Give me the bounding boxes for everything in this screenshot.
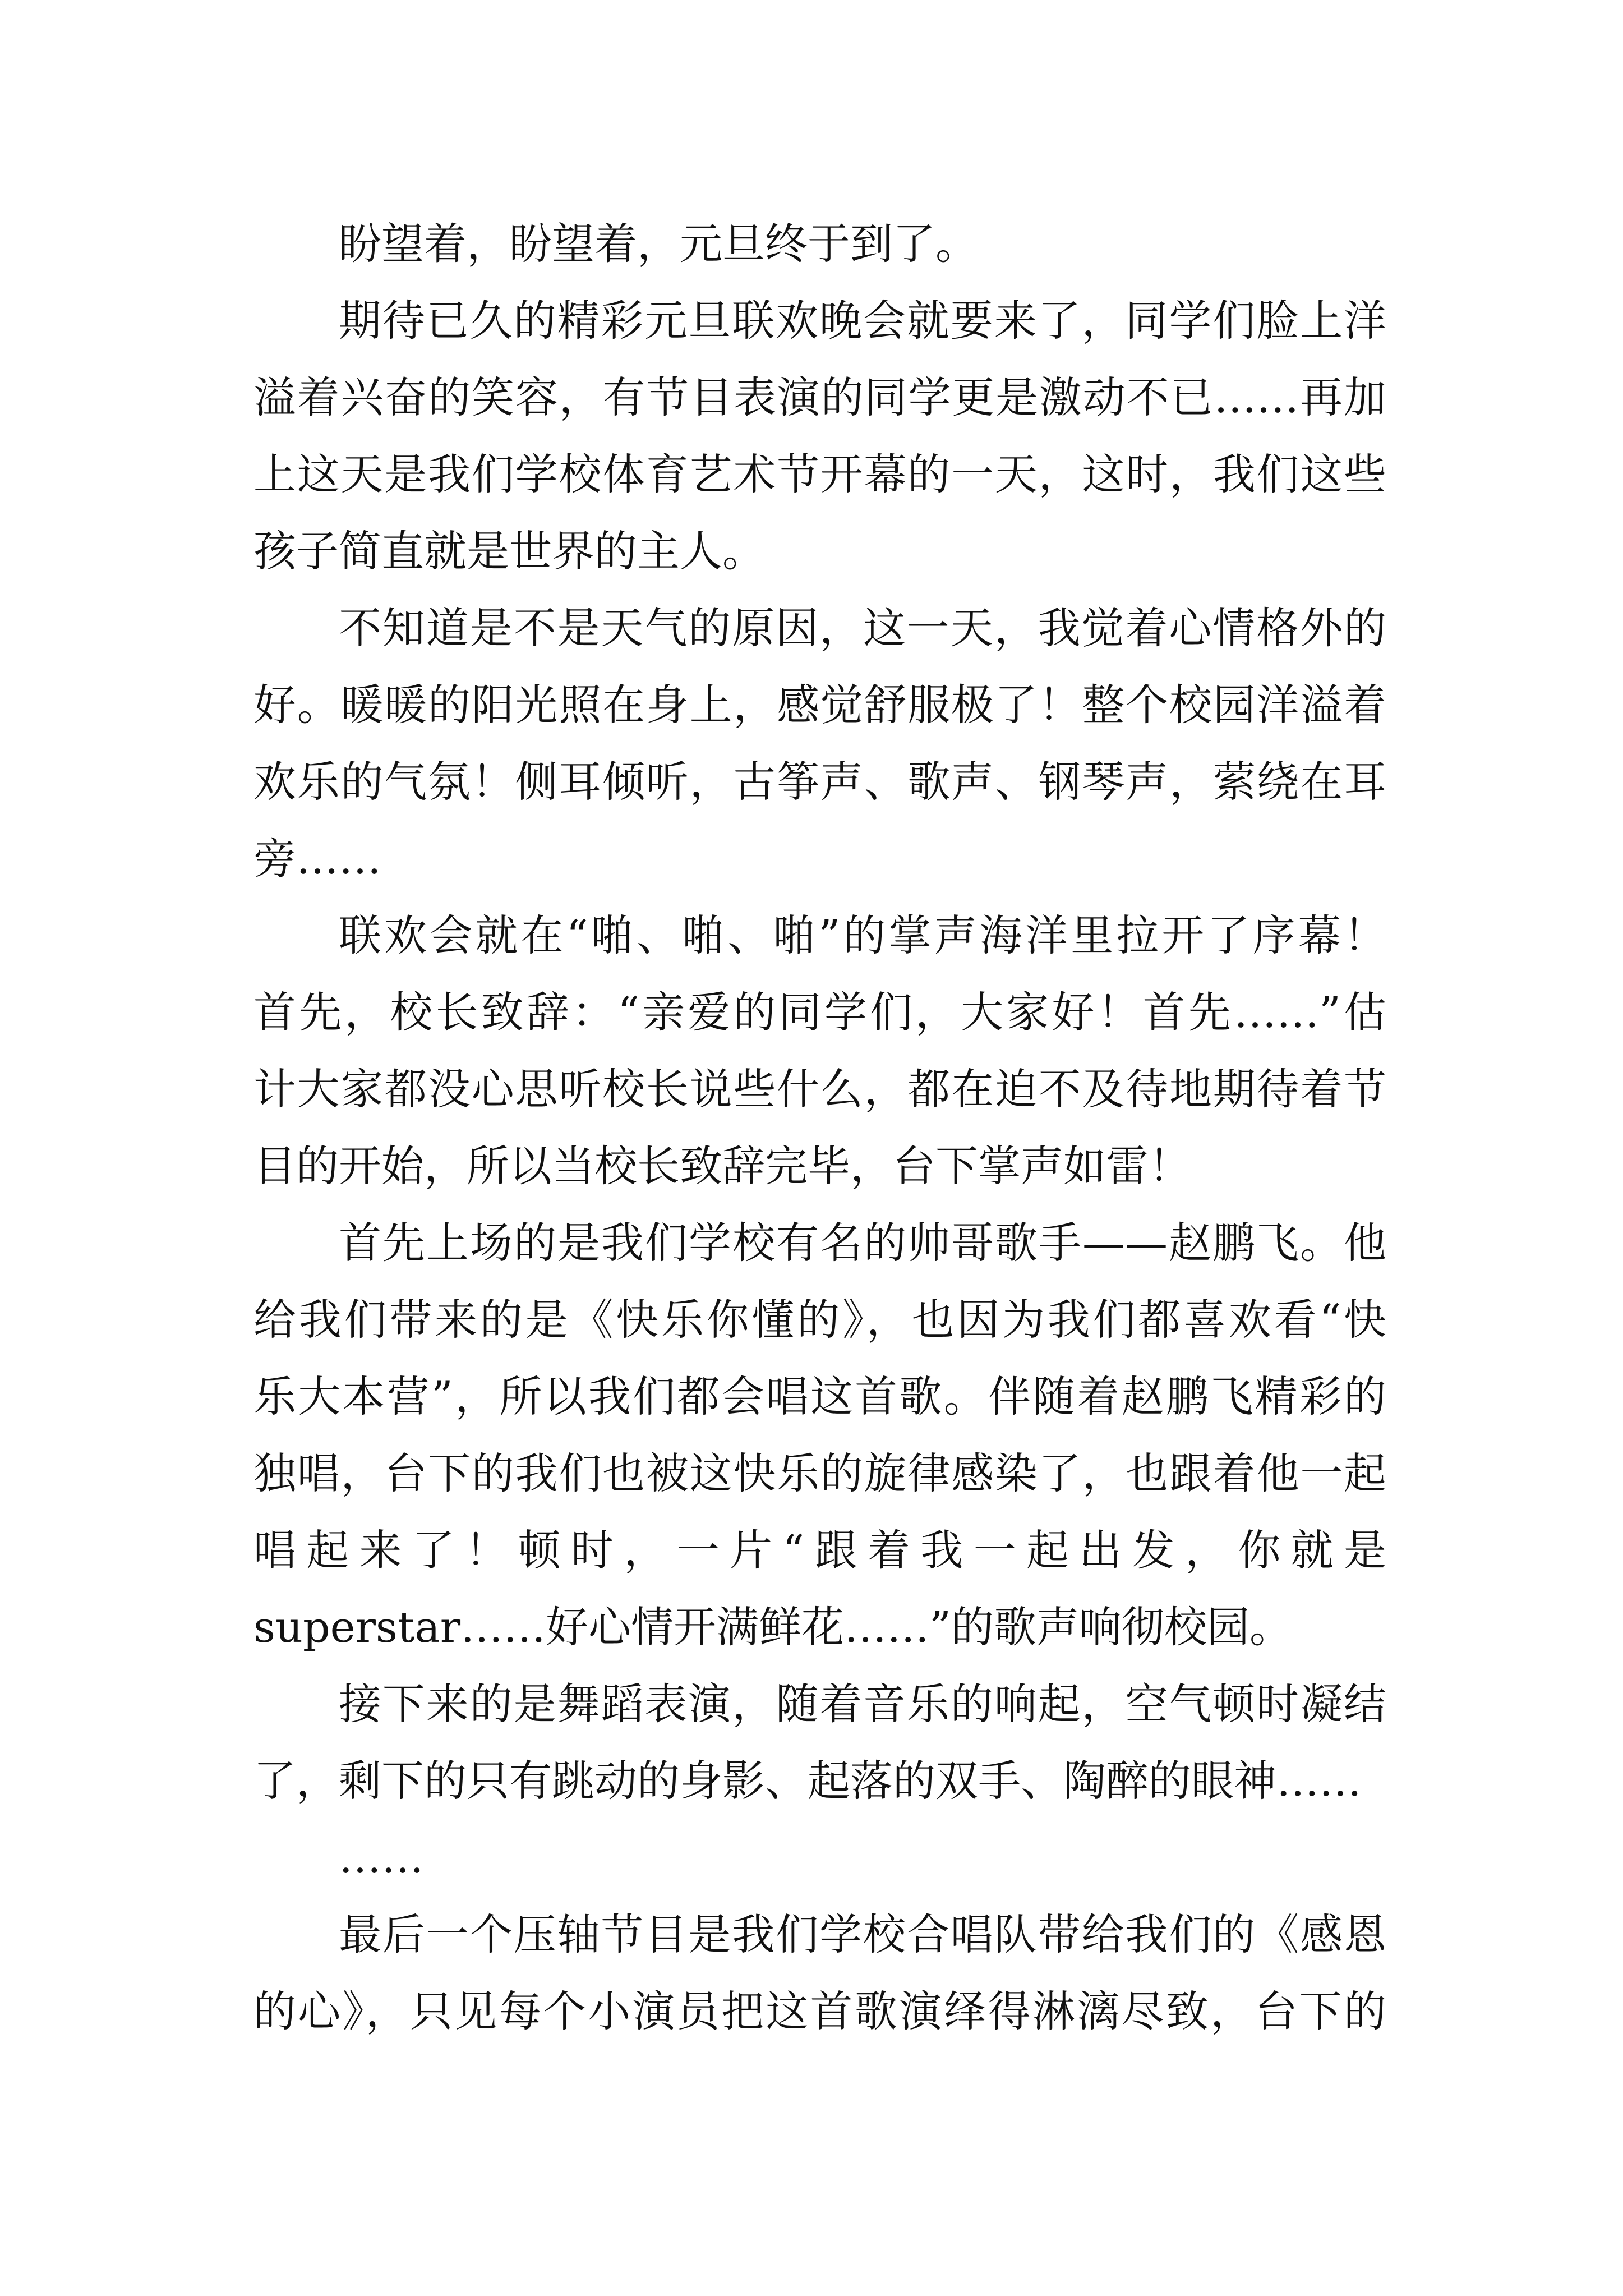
- text-line: 计大家都没心思听校长说些什么，都在迫不及待地期待着节: [253, 1064, 1386, 1114]
- text-line: 旁……: [253, 834, 381, 884]
- paragraph: [253, 1204, 1386, 1665]
- text-line: 孩子简直就是世界的主人。: [253, 526, 765, 576]
- text-line: ……: [339, 1833, 424, 1883]
- text-line: 上这天是我们学校体育艺术节开幕的一天，这时，我们这些: [253, 449, 1386, 499]
- text-line: 最后一个压轴节目是我们学校合唱队带给我们的《感恩: [339, 1910, 1386, 1959]
- paragraph: [253, 205, 1386, 282]
- text-line: 首先，校长致辞：“亲爱的同学们，大家好！首先……”估: [253, 987, 1386, 1037]
- document-body: [253, 205, 1386, 2050]
- text-line: 溢着兴奋的笑容，有节目表演的同学更是激动不已……再加: [253, 372, 1386, 422]
- paragraph: [253, 1665, 1386, 1819]
- paragraph: [253, 897, 1386, 1204]
- text-line: 乐大本营”，所以我们都会唱这首歌。伴随着赵鹏飞精彩的: [253, 1372, 1386, 1421]
- paragraph: [253, 590, 1386, 897]
- text-line: superstar……好心情开满鲜花……”的歌声响彻校园。: [253, 1602, 1292, 1652]
- text-line: 不知道是不是天气的原因，这一天，我觉着心情格外的: [339, 603, 1386, 653]
- text-line: 接下来的是舞蹈表演，随着音乐的响起，空气顿时凝结: [339, 1679, 1386, 1729]
- text-line: 好。暖暖的阳光照在身上，感觉舒服极了！整个校园洋溢着: [253, 680, 1386, 730]
- text-line: 给我们带来的是《快乐你懂的》，也因为我们都喜欢看“快: [253, 1295, 1386, 1345]
- text-line: 欢乐的气氛！侧耳倾听，古筝声、歌声、钢琴声，萦绕在耳: [253, 757, 1386, 807]
- text-line: 目的开始，所以当校长致辞完毕，台下掌声如雷！: [253, 1141, 1191, 1191]
- paragraph: [253, 1896, 1386, 2050]
- text-line: 唱起来了！顿时，一片“跟着我一起出发，你就是: [253, 1525, 1386, 1575]
- text-line: 独唱，台下的我们也被这快乐的旋律感染了，也跟着他一起: [253, 1448, 1386, 1498]
- text-line: 期待已久的精彩元旦联欢晚会就要来了，同学们脸上洋: [339, 296, 1386, 346]
- text-line: 联欢会就在“啪、啪、啪”的掌声海洋里拉开了序幕！: [339, 910, 1386, 960]
- text-line: 的心》，只见每个小演员把这首歌演绎得淋漓尽致，台下的: [253, 1986, 1386, 2036]
- text-line: 盼望着，盼望着，元旦终于到了。: [339, 219, 978, 269]
- text-line: 首先上场的是我们学校有名的帅哥歌手——赵鹏飞。他: [339, 1218, 1386, 1268]
- text-line: 了，剩下的只有跳动的身影、起落的双手、陶醉的眼神……: [253, 1756, 1362, 1806]
- paragraph: [253, 282, 1386, 590]
- paragraph: [253, 1819, 1386, 1896]
